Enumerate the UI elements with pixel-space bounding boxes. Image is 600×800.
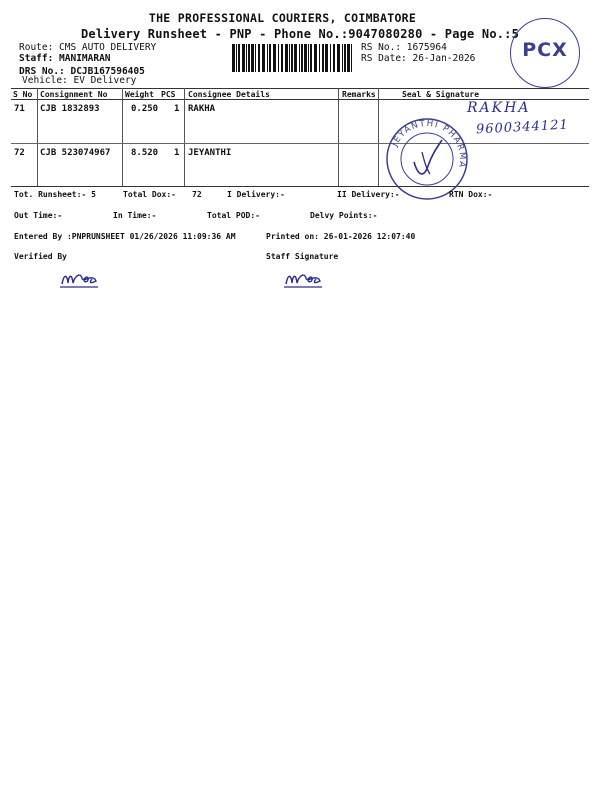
col-weight: Weight — [125, 90, 154, 99]
col-divider — [184, 88, 185, 186]
row-separator — [11, 143, 589, 144]
staff-signature — [282, 268, 330, 290]
svg-text:JEYANTHI PHARMA: JEYANTHI PHARMA — [389, 118, 468, 170]
ii-delivery: II Delivery:- — [337, 190, 400, 199]
rtn-dox: RTN Dox:- — [449, 190, 493, 199]
table-bottom-rule — [11, 186, 589, 187]
barcode-bar — [342, 44, 343, 72]
rs-date: RS Date: 26-Jan-2026 — [361, 53, 476, 64]
col-seal: Seal & Signature — [402, 90, 480, 99]
barcode-bar — [258, 44, 260, 72]
barcode-bar — [232, 44, 235, 72]
table-top-rule — [11, 88, 589, 89]
row-pcs: 1 — [174, 148, 180, 158]
col-divider — [378, 88, 379, 186]
barcode-bar — [333, 44, 335, 72]
row-consignee: RAKHA — [188, 104, 216, 114]
col-divider — [122, 88, 123, 186]
handwritten-name: RAKHA — [467, 100, 531, 116]
row-sno: 71 — [14, 104, 25, 114]
row-pcs: 1 — [174, 104, 180, 114]
barcode-bar — [337, 44, 340, 72]
out-time: Out Time:- — [14, 211, 63, 220]
barcode — [232, 44, 356, 72]
i-delivery: I Delivery:- — [227, 190, 285, 199]
barcode-bar — [273, 44, 276, 72]
col-divider — [338, 88, 339, 186]
barcode-bar — [281, 44, 283, 72]
barcode-bar — [251, 44, 254, 72]
barcode-bar — [310, 44, 312, 72]
barcode-bar — [262, 44, 265, 72]
col-remarks: Remarks — [342, 90, 376, 99]
row-consignment: CJB 523074967 — [40, 148, 111, 158]
entered-by: Entered By :PNPRUNSHEET 01/26/2026 11:09:36 AM — [14, 232, 236, 241]
barcode-bar — [301, 44, 303, 72]
row-consignment: CJB 1832893 — [40, 104, 100, 114]
route-text: Route: CMS AUTO DELIVERY — [19, 42, 157, 53]
barcode-bar — [351, 44, 352, 72]
col-consignment: Consignment No — [40, 90, 108, 99]
rs-number: RS No.: 1675964 — [361, 42, 447, 53]
total-pod: Total POD:- — [207, 211, 260, 220]
handwritten-phone: 9600344121 — [475, 117, 570, 138]
barcode-bar — [238, 44, 240, 72]
col-sno: S No — [13, 90, 33, 99]
barcode-bar — [330, 44, 331, 72]
row-sno: 72 — [14, 148, 25, 158]
in-time: In Time:- — [113, 211, 157, 220]
barcode-bar — [242, 44, 245, 72]
barcode-bar — [278, 44, 279, 72]
row-weight: 8.520 — [131, 148, 159, 158]
pcx-stamp — [510, 18, 580, 88]
barcode-bar — [285, 44, 288, 72]
barcode-bar — [344, 44, 346, 72]
pcx-stamp-text: PCX — [522, 39, 568, 61]
runsheet-title: Delivery Runsheet - PNP - Phone No.:9047080280 - Page No.:5 — [80, 27, 520, 41]
barcode-bar — [291, 44, 293, 72]
barcode-bar — [325, 44, 328, 72]
col-pcs: PCS — [161, 90, 176, 99]
verified-by-label: Verified By — [14, 252, 67, 261]
row-consignee: JEYANTHI — [188, 148, 232, 158]
barcode-bar — [269, 44, 271, 72]
col-consignee: Consignee Details — [188, 90, 270, 99]
vehicle-text: Vehicle: EV Delivery — [22, 75, 137, 86]
barcode-bar — [319, 44, 320, 72]
total-dox-label: Total Dox:- — [123, 190, 176, 199]
barcode-bar — [267, 44, 268, 72]
barcode-bar — [322, 44, 324, 72]
col-divider — [37, 88, 38, 186]
barcode-bar — [248, 44, 250, 72]
staff-signature-label: Staff Signature — [266, 252, 339, 261]
barcode-bar — [314, 44, 317, 72]
printed-on: Printed on: 26-01-2026 12:07:40 — [266, 232, 416, 241]
barcode-bar — [299, 44, 300, 72]
drs-number: DRS No.: DCJB167596405 — [19, 66, 145, 77]
barcode-bar — [294, 44, 297, 72]
barcode-bar — [289, 44, 290, 72]
company-title: THE PROFESSIONAL COURIERS, COIMBATORE — [148, 11, 417, 25]
verifier-signature — [58, 268, 106, 290]
delvy-points: Delvy Points:- — [310, 211, 378, 220]
total-dox-value: 72 — [192, 190, 202, 199]
barcode-bar — [246, 44, 247, 72]
staff-text: Staff: MANIMARAN — [19, 53, 111, 64]
barcode-bar — [308, 44, 309, 72]
barcode-bar — [236, 44, 237, 72]
row-weight: 0.250 — [131, 104, 159, 114]
barcode-bar — [347, 44, 350, 72]
barcode-bar — [255, 44, 256, 72]
tot-runsheet: Tot. Runsheet:- 5 — [14, 190, 96, 199]
barcode-bar — [304, 44, 307, 72]
